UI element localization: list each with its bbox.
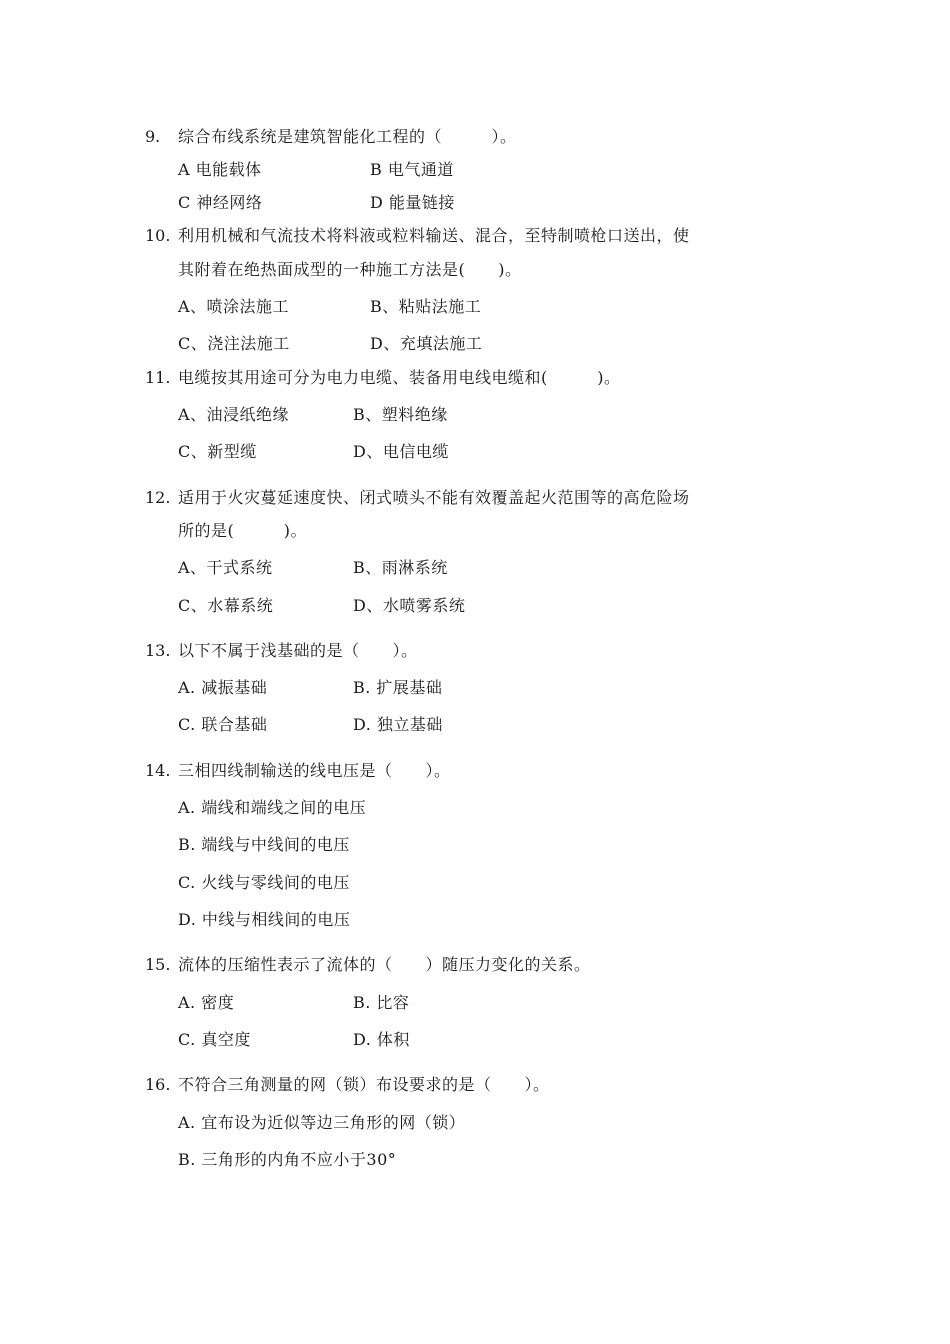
question-12-number: 12. xyxy=(145,488,171,507)
question-14-option-d: D. 中线与相线间的电压 xyxy=(178,910,351,929)
question-10-stem-line-1: 利用机械和气流技术将料液或粒料输送、混合，至特制喷枪口送出，使 xyxy=(178,226,690,245)
question-15-number: 15. xyxy=(145,955,171,974)
question-13-number: 13. xyxy=(145,641,171,660)
question-12-option-d: D、水喷雾系统 xyxy=(353,596,466,615)
question-15-option-d: D. 体积 xyxy=(353,1030,410,1049)
question-16-option-a: A. 宜布设为近似等边三角形的网（锁） xyxy=(178,1113,466,1132)
question-13-stem: 以下不属于浅基础的是（ ）。 xyxy=(178,641,418,660)
question-13-option-b: B. 扩展基础 xyxy=(353,678,443,697)
question-10-option-b: B、粘贴法施工 xyxy=(370,297,482,316)
question-12-option-b: B、雨淋系统 xyxy=(353,558,448,577)
question-10-stem-line-2: 其附着在绝热面成型的一种施工方法是( )。 xyxy=(178,260,522,279)
question-14-option-b: B. 端线与中线间的电压 xyxy=(178,835,350,854)
question-15-stem: 流体的压缩性表示了流体的（ ）随压力变化的关系。 xyxy=(178,955,591,974)
question-11-option-d: D、电信电缆 xyxy=(353,442,449,461)
question-15-option-c: C. 真空度 xyxy=(178,1030,251,1049)
question-11-option-c: C、新型缆 xyxy=(178,442,257,461)
question-10-option-d: D、充填法施工 xyxy=(370,334,483,353)
question-15-option-b: B. 比容 xyxy=(353,993,410,1012)
question-11-option-b: B、塑料绝缘 xyxy=(353,405,448,424)
question-9-option-a: A 电能载体 xyxy=(178,160,262,179)
question-13-option-d: D. 独立基础 xyxy=(353,715,443,734)
question-11-stem: 电缆按其用途可分为电力电缆、装备用电线电缆和( )。 xyxy=(178,368,621,387)
question-9-number: 9. xyxy=(145,127,161,146)
question-13-option-c: C. 联合基础 xyxy=(178,715,268,734)
question-13-option-a: A. 减振基础 xyxy=(178,678,268,697)
question-9-option-d: D 能量链接 xyxy=(370,193,455,212)
question-14-option-a: A. 端线和端线之间的电压 xyxy=(178,798,367,817)
question-12-stem-line-2: 所的是( )。 xyxy=(178,521,307,540)
question-14-number: 14. xyxy=(145,761,171,780)
question-16-option-b: B. 三角形的内角不应小于30° xyxy=(178,1150,397,1169)
question-9-option-b: B 电气通道 xyxy=(370,160,454,179)
question-12-stem-line-1: 适用于火灾蔓延速度快、闭式喷头不能有效覆盖起火范围等的高危险场 xyxy=(178,488,690,507)
question-10-option-a: A、喷涂法施工 xyxy=(178,297,290,316)
question-16-number: 16. xyxy=(145,1075,171,1094)
question-16-stem: 不符合三角测量的网（锁）布设要求的是（ ）。 xyxy=(178,1075,550,1094)
question-9-option-c: C 神经网络 xyxy=(178,193,263,212)
question-9-stem: 综合布线系统是建筑智能化工程的（ ）。 xyxy=(178,127,517,146)
question-10-option-c: C、浇注法施工 xyxy=(178,334,290,353)
question-15-option-a: A. 密度 xyxy=(178,993,235,1012)
question-12-option-c: C、水幕系统 xyxy=(178,596,274,615)
question-10-number: 10. xyxy=(145,226,171,245)
question-12-option-a: A、干式系统 xyxy=(178,558,273,577)
question-11-number: 11. xyxy=(145,368,171,387)
question-14-stem: 三相四线制输送的线电压是（ ）。 xyxy=(178,761,451,780)
question-14-option-c: C. 火线与零线间的电压 xyxy=(178,873,350,892)
question-11-option-a: A、油浸纸绝缘 xyxy=(178,405,290,424)
